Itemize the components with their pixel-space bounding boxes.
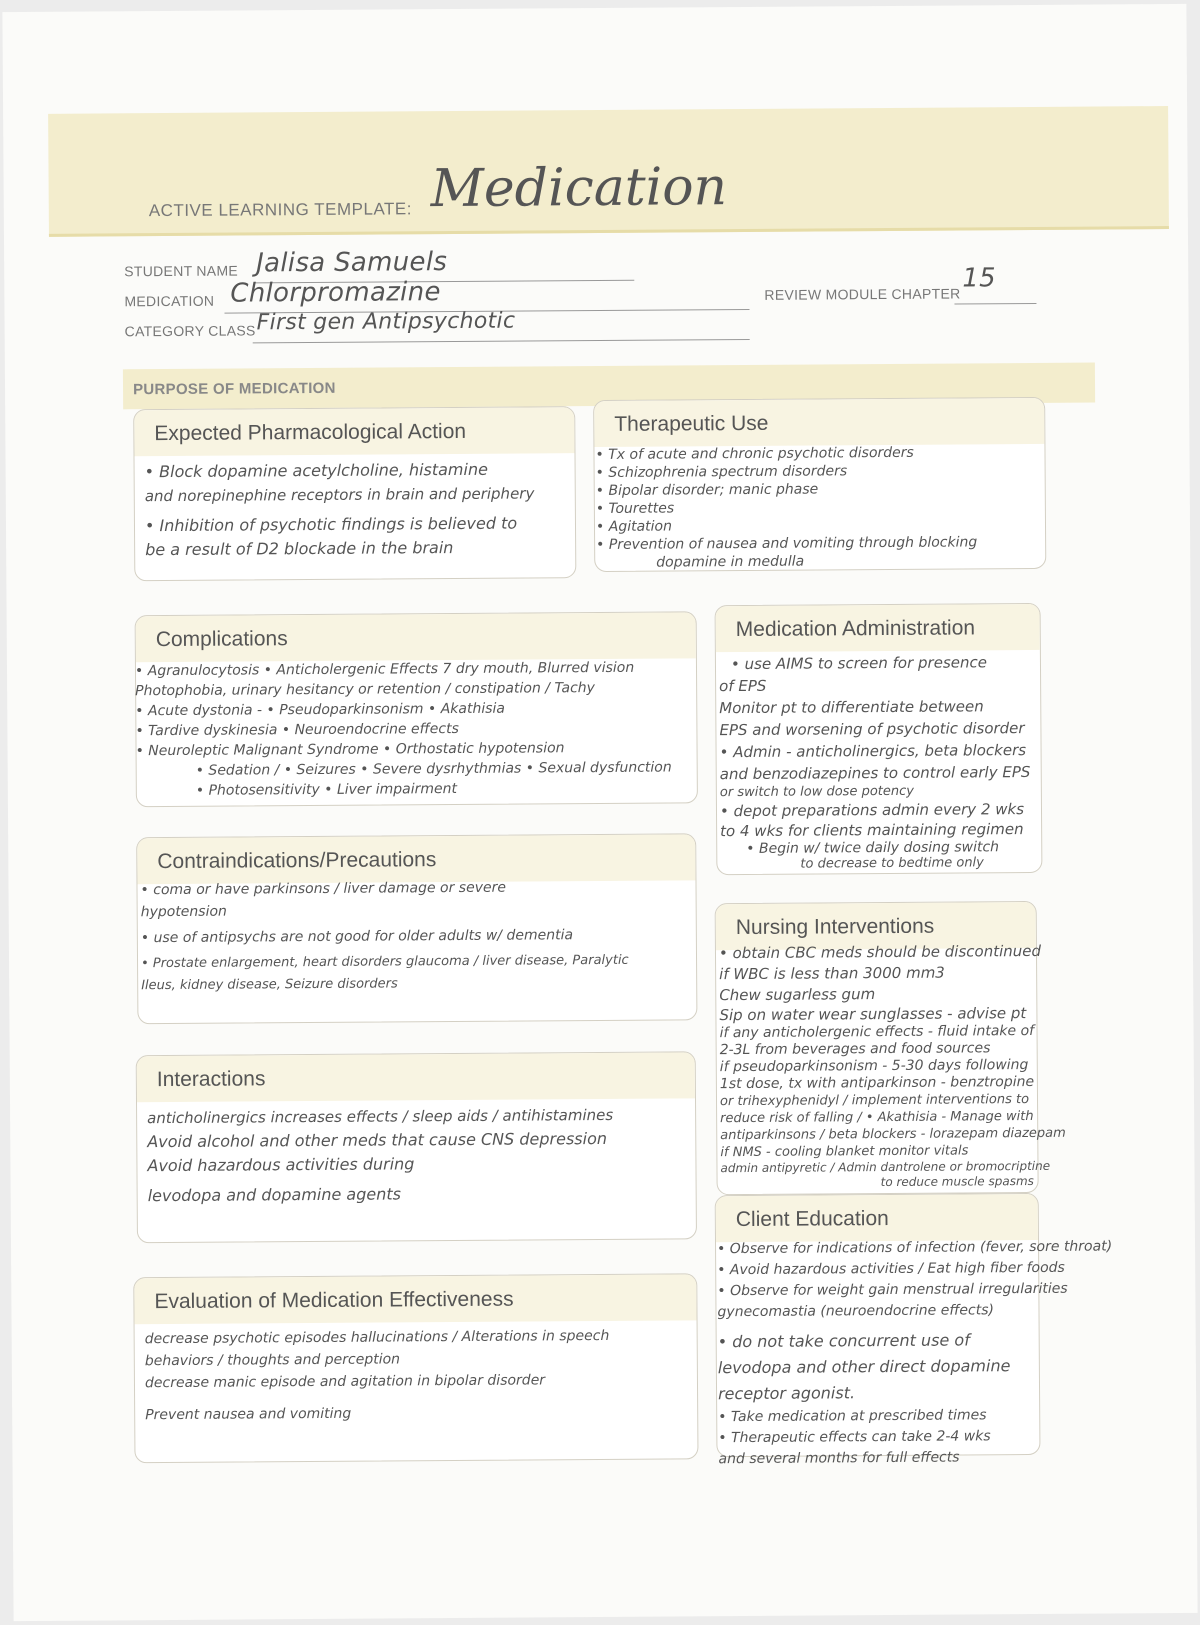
client-ed-line: levodopa and other direct dopamine (717, 1356, 1011, 1378)
med-admin-title: Medication Administration (716, 604, 1040, 652)
client-ed-line: receptor agonist. (717, 1383, 856, 1404)
therapeutic-use-line: • Bipolar disorder; manic phase (595, 481, 819, 500)
nursing-body (719, 941, 1066, 1190)
client-ed-line: • Take medication at prescribed times (718, 1407, 987, 1426)
expected-action-box (133, 406, 576, 581)
med-admin-line: Monitor pt to differentiate between (719, 697, 984, 718)
complications-body (135, 658, 672, 802)
med-admin-line: to decrease to bedtime only (800, 855, 984, 872)
complications-line: • Agranulocytosis • Anticholergenic Effects 7 dry mouth, Blurred vision (134, 659, 635, 680)
category-value: First gen Antipsychotic (256, 308, 516, 336)
evaluation-body (135, 1320, 698, 1426)
nursing-line: reduce risk of falling / • Akathisia - Manage with (720, 1108, 1034, 1127)
med-admin-line: and benzodiazepines to control early EPS (719, 762, 1031, 784)
template-banner (48, 106, 1169, 237)
complications-line: • Acute dystonia - • Pseudoparkinsonism • Akathisia (135, 700, 506, 720)
expected-action-line: and norepinephine receptors in brain and periphery (144, 484, 535, 506)
med-admin-line: • Begin w/ twice daily dosing switch (746, 839, 1000, 857)
nursing-line: antiparkinsons / beta blockers - lorazepam diazepam (720, 1125, 1066, 1144)
template-label: ACTIVE LEARNING TEMPLATE: (148, 199, 413, 221)
template-page (2, 4, 1197, 1621)
interactions-title: Interactions (137, 1052, 695, 1102)
category-label: CATEGORY CLASS (124, 322, 256, 340)
therapeutic-use-body (595, 443, 977, 572)
nursing-line: if pseudoparkinsonism - 5-30 days following (719, 1057, 1029, 1076)
review-label: REVIEW MODULE CHAPTER (764, 285, 961, 303)
complications-line: • Neuroleptic Malignant Syndrome • Orthostatic hypotension (135, 740, 565, 760)
category-field (124, 308, 516, 340)
med-admin-line: • depot preparations admin every 2 wks (719, 800, 1025, 821)
evaluation-line: decrease manic episode and agitation in bipolar disorder (144, 1372, 546, 1392)
client-ed-line: • Observe for indications of infection (fever, sore throat) (716, 1238, 1113, 1258)
student-name-value: Jalisa Samuels (256, 247, 448, 279)
interactions-box (136, 1051, 697, 1243)
nursing-line: Sip on water wear sunglasses - advise pt (719, 1004, 1027, 1025)
review-line (954, 303, 1036, 305)
client-ed-title: Client Education (716, 1194, 1038, 1242)
evaluation-line: behaviors / thoughts and perception (144, 1351, 401, 1370)
med-admin-line: EPS and worsening of psychotic disorder (719, 719, 1025, 740)
purpose-title: PURPOSE OF MEDICATION (132, 379, 336, 399)
nursing-line: 1st dose, tx with antiparkinson - benztropine (719, 1073, 1035, 1093)
contraindications-line: • coma or have parkinsons / liver damage or severe (140, 879, 507, 899)
nursing-title: Nursing Interventions (716, 902, 1036, 950)
evaluation-title: Evaluation of Medication Effectiveness (134, 1274, 696, 1324)
contraindications-line: hypotension (140, 903, 227, 921)
interactions-line: anticholinergics increases effects / sleep aids / antihistamines (147, 1105, 614, 1128)
therapeutic-use-line: • Schizophrenia spectrum disorders (595, 463, 848, 482)
nursing-line: admin antipyretic / Admin dantrolene or bromocriptine (720, 1158, 1051, 1176)
contraindications-line: • Prostate enlargement, heart disorders glaucoma / liver disease, Paralytic (140, 952, 629, 972)
nursing-line: Chew sugarless gum (719, 985, 876, 1005)
contraindications-body (140, 876, 628, 997)
client-ed-line: gynecomastia (neuroendocrine effects) (717, 1302, 995, 1321)
medication-field (124, 277, 441, 310)
med-admin-line: • use AIMS to screen for presence (730, 653, 988, 674)
nursing-line: if WBC is less than 3000 mm3 (719, 963, 945, 984)
category-line (253, 339, 750, 343)
interactions-line: Avoid hazardous activities during (147, 1154, 415, 1176)
nursing-line: or trihexyphenidyl / implement interventions to (719, 1092, 1030, 1110)
medication-label: MEDICATION (124, 292, 215, 310)
evaluation-line: Prevent nausea and vomiting (145, 1405, 352, 1424)
client-ed-line: • Therapeutic effects can take 2-4 wks (718, 1428, 991, 1447)
med-admin-body (719, 651, 1031, 872)
med-admin-line: of EPS (719, 676, 767, 696)
interactions-line: Avoid alcohol and other meds that cause CNS depression (147, 1128, 608, 1152)
nursing-line: 2-3L from beverages and food sources (719, 1040, 991, 1059)
client-ed-line: • Avoid hazardous activities / Eat high fiber foods (717, 1259, 1065, 1279)
contraindications-line: Ileus, kidney disease, Seizure disorders (141, 976, 398, 994)
therapeutic-use-line: • Tourettes (595, 500, 675, 518)
student-name-field (124, 247, 448, 280)
complications-line: Photophobia, urinary hesitancy or retention / constipation / Tachy (135, 680, 595, 700)
therapeutic-use-line: • Tx of acute and chronic psychotic disorders (595, 444, 914, 464)
med-admin-line: or switch to low dose potency (719, 783, 914, 801)
nursing-line: if any anticholergenic effects - fluid intake of (719, 1022, 1035, 1042)
complications-line: • Sedation / • Seizures • Severe dysrhythmias • Sexual dysfunction (195, 759, 672, 779)
student-name-label: STUDENT NAME (124, 262, 239, 280)
evaluation-line: decrease psychotic episodes hallucinations / Alterations in speech (144, 1327, 610, 1348)
evaluation-box (133, 1273, 698, 1463)
med-admin-line: to 4 wks for clients maintaining regimen (720, 820, 1024, 841)
template-title: Medication (430, 157, 728, 220)
therapeutic-use-line: • Prevention of nausea and vomiting through blocking (596, 534, 978, 554)
client-ed-line: and several months for full effects (718, 1449, 960, 1468)
review-field (764, 263, 997, 303)
expected-action-body (135, 453, 576, 562)
therapeutic-use-title: Therapeutic Use (594, 398, 1044, 447)
complications-title: Complications (136, 612, 696, 662)
interactions-body (137, 1098, 696, 1208)
nursing-line: if NMS - cooling blanket monitor vitals (720, 1143, 969, 1161)
client-ed-body (717, 1236, 1114, 1470)
contraindications-line: • use of antipsychs are not good for older adults w/ dementia (140, 927, 574, 947)
complications-line: • Photosensitivity • Liver impairment (195, 780, 458, 799)
client-ed-line: • do not take concurrent use of (717, 1330, 970, 1352)
therapeutic-use-line: dopamine in medulla (656, 553, 805, 571)
interactions-line: levodopa and dopamine agents (147, 1184, 402, 1206)
expected-action-line: • Block dopamine acetylcholine, histamine (144, 459, 488, 482)
medication-value: Chlorpromazine (230, 277, 441, 309)
contraindications-title: Contraindications/Precautions (137, 834, 695, 884)
nursing-line: • obtain CBC meds should be discontinued (718, 941, 1042, 963)
complications-line: • Tardive dyskinesia • Neuroendocrine effects (135, 720, 459, 740)
med-admin-line: • Admin - anticholinergics, beta blockers (719, 741, 1027, 762)
expected-action-line: be a result of D2 blockade in the brain (145, 538, 454, 560)
expected-action-line: • Inhibition of psychotic findings is believed to (144, 513, 518, 536)
review-value: 15 (962, 263, 997, 294)
client-ed-line: • Observe for weight gain menstrual irregularities (717, 1280, 1068, 1300)
expected-action-title: Expected Pharmacological Action (134, 407, 574, 456)
nursing-line: to reduce muscle spasms (880, 1173, 1034, 1190)
therapeutic-use-line: • Agitation (595, 518, 673, 536)
